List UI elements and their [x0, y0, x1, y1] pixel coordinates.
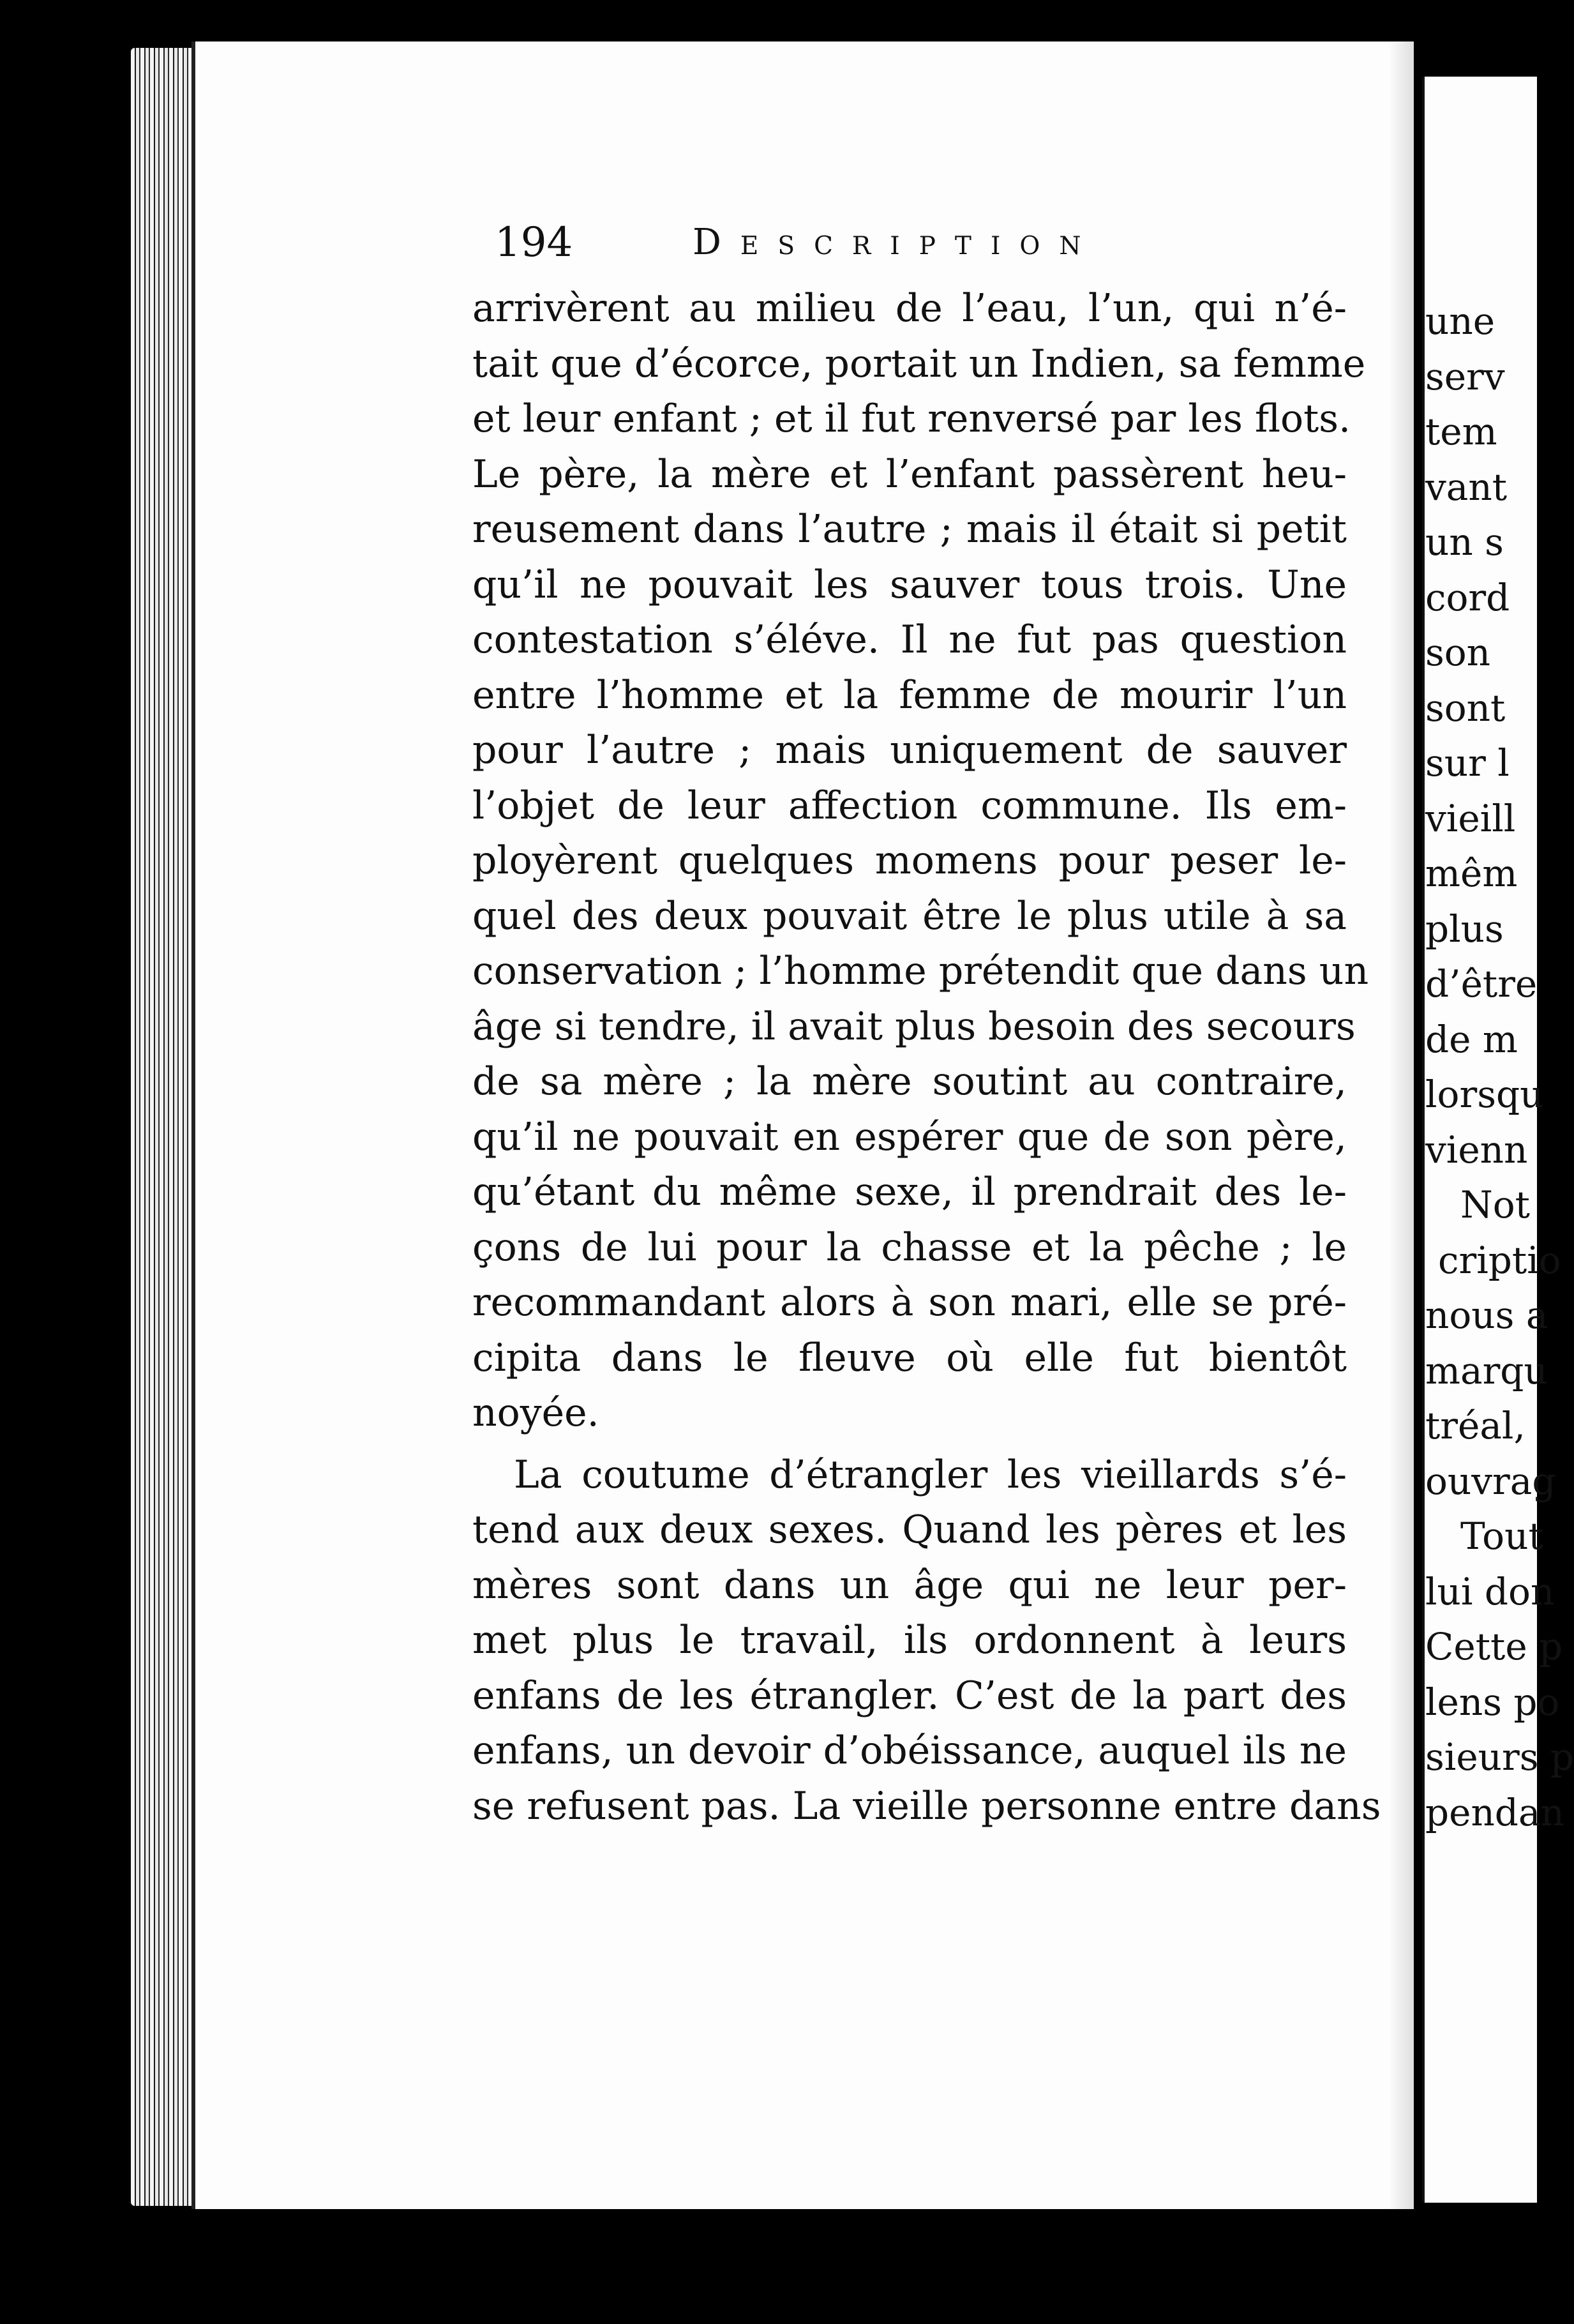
- facing-text-line: marqu: [1425, 1348, 1548, 1392]
- facing-text-line: Tout: [1460, 1514, 1543, 1558]
- facing-text-line: vienn: [1425, 1128, 1528, 1172]
- facing-text-line: pendan: [1425, 1790, 1564, 1834]
- text-line: çons de lui pour la chasse et la pêche ; le: [472, 1225, 1347, 1270]
- text-line: se refusent pas. La vieille personne entre dans: [472, 1783, 1381, 1829]
- facing-text-line: Not: [1460, 1183, 1530, 1226]
- text-line: cipita dans le fleuve où elle fut bientôt: [472, 1335, 1347, 1380]
- text-line: enfans de les étrangler. C’est de la part des: [472, 1673, 1347, 1718]
- text-line: contestation s’éléve. Il ne fut pas question: [472, 617, 1347, 662]
- book-page-edges: [131, 48, 201, 2206]
- text-line: quel des deux pouvait être le plus utile à sa: [472, 893, 1347, 939]
- text-line: recommandant alors à son mari, elle se pré-: [472, 1280, 1347, 1325]
- facing-text-line: serv: [1425, 354, 1505, 398]
- facing-text-line: criptio: [1438, 1238, 1561, 1282]
- gutter-shadow: [1388, 42, 1414, 2209]
- facing-text-line: d’être: [1425, 962, 1538, 1006]
- text-line: reusement dans l’autre ; mais il était si petit: [472, 507, 1347, 552]
- facing-text-line: lens po: [1425, 1680, 1560, 1724]
- text-line: de sa mère ; la mère soutint au contraire,: [472, 1059, 1347, 1104]
- text-line: enfans, un devoir d’obéissance, auquel ils ne: [472, 1728, 1347, 1773]
- facing-text-line: tréal,: [1425, 1404, 1525, 1447]
- text-line: qu’étant du même sexe, il prendrait des le-: [472, 1170, 1347, 1214]
- facing-text-line: mêm: [1425, 852, 1518, 895]
- body-text: [472, 281, 1381, 1834]
- paragraph-gap: [472, 1441, 1347, 1447]
- facing-text-line: cord: [1425, 575, 1510, 619]
- text-line: entre l’homme et la femme de mourir l’un: [472, 672, 1347, 718]
- text-line: arrivèrent au milieu de l’eau, l’un, qui n’é-: [472, 286, 1347, 331]
- facing-text-line: son: [1425, 631, 1491, 674]
- running-title: Description: [693, 222, 1100, 263]
- text-line: tait que d’écorce, portait un Indien, sa femme: [472, 341, 1366, 386]
- text-line: noyée.: [472, 1391, 599, 1435]
- facing-text-line: vant: [1425, 465, 1508, 509]
- facing-text-line: ouvrag: [1425, 1459, 1556, 1503]
- facing-text-line: sieurs p: [1425, 1735, 1574, 1779]
- facing-text-line: sont: [1425, 686, 1506, 730]
- text-line: tend aux deux sexes. Quand les pères et les: [472, 1507, 1347, 1552]
- page-number: 194: [495, 219, 573, 266]
- text-line: et leur enfant ; et il fut renversé par les flots.: [472, 396, 1351, 441]
- text-line: qu’il ne pouvait en espérer que de son père,: [472, 1114, 1347, 1159]
- facing-text-line: lorsqu: [1425, 1073, 1544, 1116]
- text-line: conservation ; l’homme prétendit que dans un: [472, 949, 1369, 993]
- text-line: met plus le travail, ils ordonnent à leurs: [472, 1618, 1347, 1663]
- text-line: qu’il ne pouvait les sauver tous trois. Une: [472, 562, 1347, 607]
- facing-text-line: sur l: [1425, 741, 1510, 785]
- text-line: âge si tendre, il avait plus besoin des secours: [472, 1004, 1356, 1049]
- text-line: ployèrent quelques momens pour peser le-: [472, 838, 1347, 883]
- text-line: mères sont dans un âge qui ne leur per-: [472, 1562, 1347, 1608]
- facing-text-line: tem: [1425, 410, 1497, 453]
- facing-text-line: nous a: [1425, 1294, 1548, 1337]
- facing-text-line: une: [1425, 299, 1495, 343]
- facing-text-line: vieill: [1425, 796, 1516, 840]
- text-line: La coutume d’étrangler les vieillards s’é-: [514, 1452, 1347, 1497]
- facing-text-line: de m: [1425, 1017, 1518, 1061]
- text-line: pour l’autre ; mais uniquement de sauver: [472, 728, 1347, 773]
- facing-page-text: [1425, 294, 1574, 1840]
- text-line: l’objet de leur affection commune. Ils em-: [472, 783, 1347, 828]
- page-header: [495, 211, 1197, 275]
- text-line: Le père, la mère et l’enfant passèrent heu-: [472, 451, 1347, 497]
- facing-text-line: Cette p: [1425, 1625, 1563, 1668]
- facing-text-line: plus: [1425, 907, 1504, 951]
- facing-text-line: lui don: [1425, 1569, 1555, 1613]
- facing-text-line: un s: [1425, 520, 1504, 564]
